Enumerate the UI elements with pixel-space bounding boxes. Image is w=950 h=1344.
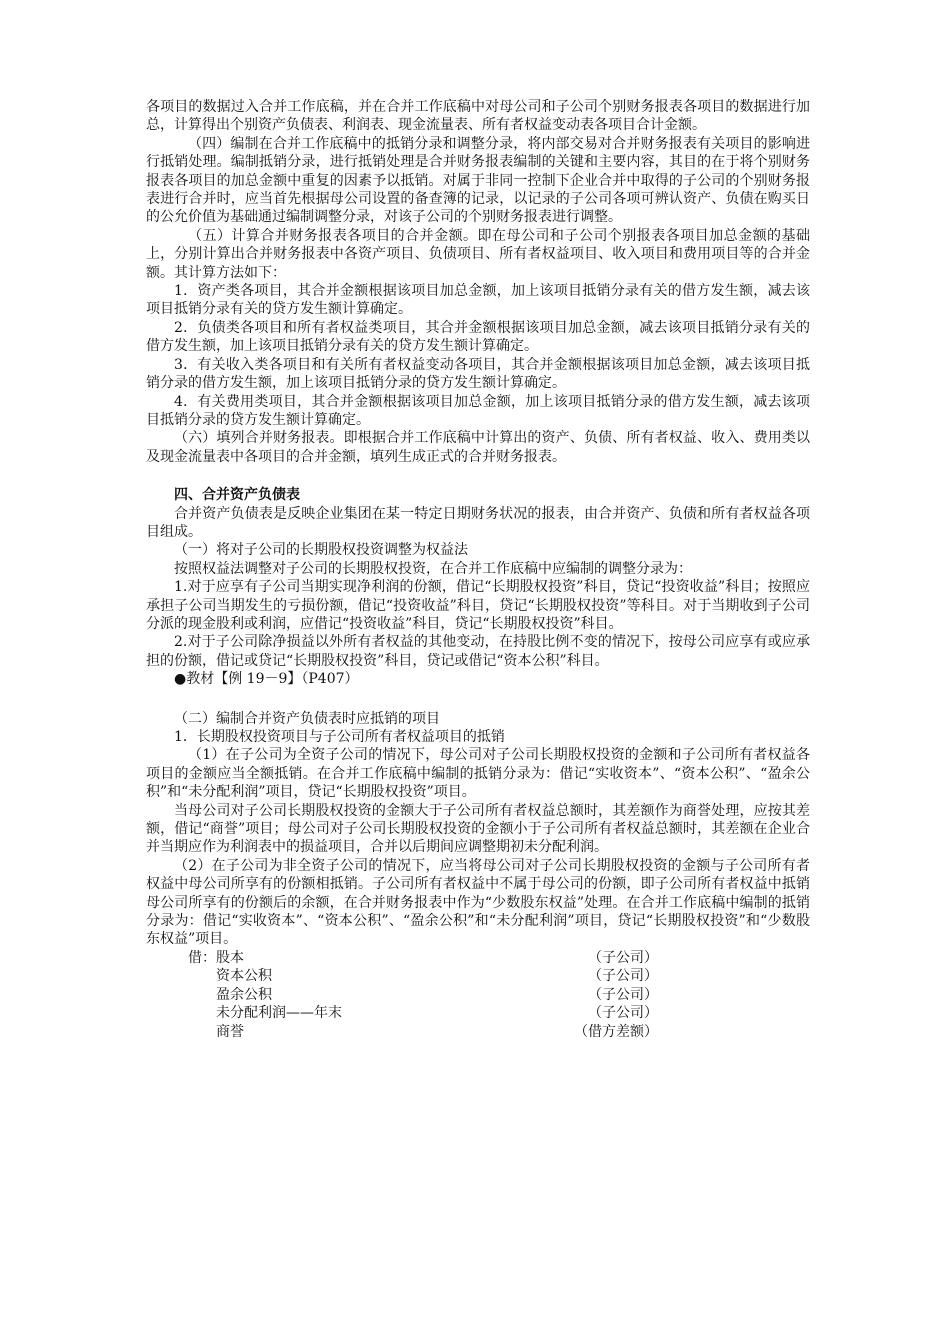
paragraph-adjustment-intro: 按照权益法调整对子公司的长期股权投资，在合并工作底稿中应编制的调整分录为：	[174, 560, 692, 577]
paragraph-rule-liabilities: 2．负债类各项目和所有者权益类项目，其合并金额根据该项目加总金额，减去该项目抵销分录有关的借方发生额，加上该项目抵销分录有关的贷方发生额计算确定。	[146, 319, 810, 355]
journal-note: （借方差额）	[574, 1023, 658, 1040]
paragraph-rule-expense: 4．有关费用类项目，其合并金额根据该项目加总金额，加上该项目抵销分录的借方发生额，减去该项目抵销分录的贷方发生额计算确定。	[146, 393, 810, 428]
paragraph-step-5: （五）计算合并财务报表各项目的合并金额。即在母公司和子公司个别报表各项目加总金额的基础上，分别计算出合并财务报表中各资产项目、负债项目、所有者权益项目、收入项目和费用项目等的合并金额。其计算方法如下：	[146, 227, 810, 281]
paragraph-step-4: （四）编制在合并工作底稿中的抵销分录和调整分录，将内部交易对合并财务报表有关项目的影响进行抵销处理。编制抵销分录，进行抵销处理是合并财务报表编制的关键和主要内容，其目的在于将个别财务报表各项目的加总金额中重复的因素予以抵销。对属于非同一控制下企业合并中取得的子公司的个别财务报表进行合并时，应当首先根据母公司设置的备查簿的记录，以记录的子公司各项可辨认资产、负债在购买日的公允价值为基础通过编制调整分录，对该子公司的个别财务报表进行调整。	[146, 135, 810, 226]
journal-line	[188, 986, 658, 1004]
paragraph-adjustment-2: 2.对于子公司除净损益以外所有者权益的其他变动，在持股比例不变的情况下，按母公司应享有或应承担的份额，借记或贷记“长期股权投资”科目，贷记或借记“资本公积”科目。	[146, 634, 810, 669]
paragraph-non-wholly-owned: （2）在子公司为非全资子公司的情况下，应当将母公司对子公司长期股权投资的金额与子公司所有者权益中母公司所享有的份额相抵销。子公司所有者权益中不属于母公司的份额，即子公司所有者权益中抵销母公司所享有的份额后的余额，在合并财务报表中作为“少数股东权益”处理。在合并工作底稿中编制的抵销分录为：借记“实收资本”、“资本公积”、“盈余公积”和“未分配利润”项目，贷记“长期股权投资”和“少数股东权益”项目。	[146, 857, 810, 948]
paragraph-subheading-1: （一）将对子公司的长期股权投资调整为权益法	[174, 542, 468, 559]
paragraph-rule-assets: 1．资产类各项目，其合并金额根据该项目加总金额，加上该项目抵销分录有关的借方发生额，减去该项目抵销分录有关的贷方发生额计算确定。	[146, 283, 810, 318]
paragraph-continued: 各项目的数据过入合并工作底稿，并在合并工作底稿中对母公司和子公司个别财务报表各项目的数据进行加总，计算得出个别资产负债表、利润表、现金流量表、所有者权益变动表各项目合计金额。	[146, 99, 810, 134]
paragraph-step-6: （六）填列合并财务报表。即根据合并工作底稿中计算出的资产、负债、所有者权益、收入、费用类以及现金流量表中各项目的合并金额，填列生成正式的合并财务报表。	[146, 430, 810, 465]
section-heading: 四、合并资产负债表	[174, 487, 300, 504]
journal-note: （子公司）	[588, 949, 658, 966]
journal-line	[188, 967, 658, 985]
paragraph-rule-income: 3．有关收入类各项目和有关所有者权益变动各项目，其合并金额根据该项目加总金额，减去该项目抵销分录的借方发生额，加上该项目抵销分录的贷方发生额计算确定。	[146, 356, 810, 392]
journal-note: （子公司）	[588, 986, 658, 1003]
spacer	[146, 689, 810, 710]
paragraph-subheading-2: （二）编制合并资产负债表时应抵销的项目	[174, 710, 440, 727]
paragraph-goodwill: 当母公司对子公司长期股权投资的金额大于子公司所有者权益总额时，其差额作为商誉处理，应按其差额，借记“商誉”项目；母公司对子公司长期股权投资的金额小于子公司所有者权益总额时，其差额在企业合并当期应作为利润表中的损益项目，合并以后期间应调整期初未分配利润。	[146, 802, 810, 856]
journal-line	[188, 1023, 658, 1041]
paragraph-adjustment-1: 1.对于应享有子公司当期实现净利润的份额，借记“长期股权投资”科目，贷记“投资收益”科目；按照应承担子公司当期发生的亏损份额，借记“投资收益”科目，贷记“长期股权投资”等科目。对于当期收到子公司分派的现金股利或利润，应借记“投资收益”科目，贷记“长期股权投资”科目。	[146, 579, 810, 632]
journal-note: （子公司）	[588, 968, 658, 985]
paragraph-definition: 合并资产负债表是反映企业集团在某一特定日期财务状况的报表，由合并资产、负债和所有者权益各项目组成。	[146, 505, 810, 540]
journal-account: 盈余公积	[216, 986, 272, 1003]
paragraph-wholly-owned: （1）在子公司为全资子公司的情况下，母公司对子公司长期股权投资的金额和子公司所有者权益各项目的金额应当全额抵销。在合并工作底稿中编制的抵销分录为：借记“实收资本”、“资本公积”、“盈余公积”和“未分配利润”项目，贷记“长期股权投资”项目。	[146, 747, 810, 801]
document-body	[146, 98, 810, 1041]
spacer	[146, 466, 810, 486]
journal-entry	[188, 949, 658, 1041]
journal-account: 商誉	[216, 1023, 244, 1040]
journal-line	[188, 949, 658, 967]
paragraph-offset-item-1: 1．长期股权投资项目与子公司所有者权益项目的抵销	[174, 729, 505, 745]
journal-line	[188, 1004, 658, 1022]
journal-account: 股本	[216, 949, 244, 966]
journal-account: 资本公积	[216, 968, 272, 985]
journal-note: （子公司）	[588, 1005, 658, 1022]
debit-prefix: 借：	[188, 949, 216, 966]
journal-account: 未分配利润——年末	[216, 1005, 342, 1022]
textbook-example-reference: ●教材【例 19－9】（P407）	[174, 671, 359, 688]
